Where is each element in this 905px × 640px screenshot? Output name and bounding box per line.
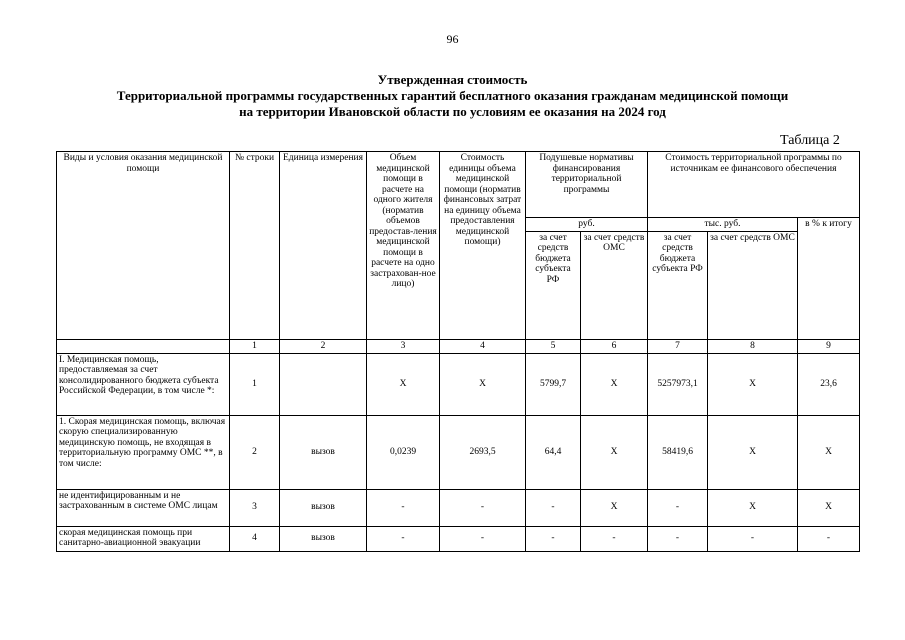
row-per-capita-budget: - — [526, 489, 581, 526]
row-cost-oms: X — [708, 415, 798, 489]
page-number: 96 — [446, 32, 459, 46]
row-cost-budget: - — [648, 526, 708, 551]
row-unit-cost: X — [440, 353, 526, 415]
row-unit-cost: 2693,5 — [440, 415, 526, 489]
row-unit: вызов — [280, 489, 367, 526]
title-line-1: Утвержденная стоимость — [377, 72, 528, 87]
row-percent: X — [798, 489, 860, 526]
table-row — [57, 489, 860, 526]
row-volume: - — [367, 489, 440, 526]
row-cost-oms: - — [708, 526, 798, 551]
row-percent: X — [798, 415, 860, 489]
header-cost-group: Стоимость территориальной программы по источникам ее финансового обеспечения — [648, 152, 860, 218]
row-unit: вызов — [280, 415, 367, 489]
column-number: 3 — [367, 339, 440, 353]
row-per-capita-oms: X — [581, 415, 648, 489]
column-number-row — [57, 339, 860, 353]
header-volume: Объем медицинской помощи в расчете на одного жителя (норматив объемов предостав-ления медицинской помощи в расчете на одно застрахован-ное лицо) — [367, 152, 440, 340]
row-per-capita-oms: - — [581, 526, 648, 551]
row-cost-oms: X — [708, 353, 798, 415]
row-percent: 23,6 — [798, 353, 860, 415]
column-number: 6 — [581, 339, 648, 353]
row-unit-cost: - — [440, 489, 526, 526]
row-name: I. Медицинская помощь, предоставляемая за счет консолидированного бюджета субъекта Российской Федерации, в том числе *: — [57, 353, 230, 415]
row-line: 1 — [230, 353, 280, 415]
row-name: не идентифицированным и не застрахованным в системе ОМС лицам — [57, 489, 230, 526]
header-cost-oms: за счет средств ОМС — [708, 231, 798, 339]
cost-table — [56, 151, 860, 552]
row-cost-budget: 5257973,1 — [648, 353, 708, 415]
header-unit: Единица измерения — [280, 152, 367, 340]
column-number: 7 — [648, 339, 708, 353]
table-label: Таблица 2 — [780, 133, 840, 148]
header-cost-budget: за счет средств бюджета субъекта РФ — [648, 231, 708, 339]
row-cost-oms: X — [708, 489, 798, 526]
row-line: 4 — [230, 526, 280, 551]
header-per-capita-group: Подушевые нормативы финансирования территориальной программы — [526, 152, 648, 218]
header-per-capita-oms: за счет средств ОМС — [581, 231, 648, 339]
row-unit-cost: - — [440, 526, 526, 551]
row-volume: - — [367, 526, 440, 551]
row-per-capita-oms: X — [581, 353, 648, 415]
row-per-capita-oms: X — [581, 489, 648, 526]
row-line: 2 — [230, 415, 280, 489]
row-percent: - — [798, 526, 860, 551]
title-line-3: на территории Ивановской области по условиям ее оказания на 2024 год — [239, 104, 666, 119]
row-per-capita-budget: 64,4 — [526, 415, 581, 489]
row-line: 3 — [230, 489, 280, 526]
header-unit-cost: Стоимость единицы объема медицинской помощи (норматив финансовых затрат на единицу объема предоставления медицинской помощи) — [440, 152, 526, 340]
column-number: 8 — [708, 339, 798, 353]
header-thousand-rub: тыс. руб. — [648, 218, 798, 232]
row-name: 1. Скорая медицинская помощь, включая скорую специализированную медицинскую помощь, не входящая в территориальную программу ОМС **, в том числе: — [57, 415, 230, 489]
table-row — [57, 353, 860, 415]
column-number: 2 — [280, 339, 367, 353]
row-unit — [280, 353, 367, 415]
table-row — [57, 526, 860, 551]
row-name: скорая медицинская помощь при санитарно-авиационной эвакуации — [57, 526, 230, 551]
row-volume: 0,0239 — [367, 415, 440, 489]
row-per-capita-budget: - — [526, 526, 581, 551]
table-row — [57, 415, 860, 489]
header-per-capita-budget: за счет средств бюджета субъекта РФ — [526, 231, 581, 339]
row-volume: X — [367, 353, 440, 415]
row-cost-budget: - — [648, 489, 708, 526]
title-line-2: Территориальной программы государственных гарантий бесплатного оказания гражданам медицинской помощи — [116, 88, 789, 103]
row-per-capita-budget: 5799,7 — [526, 353, 581, 415]
document-title — [0, 72, 905, 120]
row-cost-budget: 58419,6 — [648, 415, 708, 489]
column-number: 9 — [798, 339, 860, 353]
header-percent-total: в % к итогу — [798, 218, 860, 340]
header-line-number: № строки — [230, 152, 280, 340]
column-number: 1 — [230, 339, 280, 353]
column-number: 4 — [440, 339, 526, 353]
row-unit: вызов — [280, 526, 367, 551]
column-number-blank — [57, 339, 230, 353]
header-rub: руб. — [526, 218, 648, 232]
header-kinds-conditions: Виды и условия оказания медицинской помощи — [57, 152, 230, 340]
column-number: 5 — [526, 339, 581, 353]
